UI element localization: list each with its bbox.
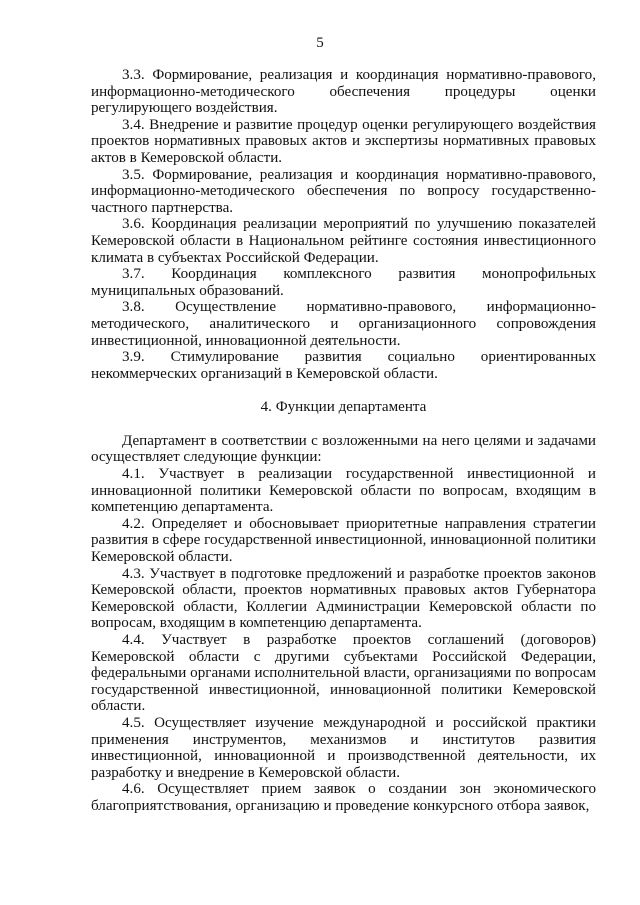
- paragraph-4-2: 4.2. Определяет и обосновывает приоритетные направления стратегии развития в сфере государственной инвестиционной, инновационной политики Кемеровской области.: [91, 515, 596, 566]
- paragraph-3-8: 3.8. Осуществление нормативно-правового, информационно-методического, аналитического и организационного сопровождения инвестиционной, инновационной деятельности.: [91, 299, 596, 349]
- paragraph-3-4: 3.4. Внедрение и развитие процедур оценки регулирующего воздействия проектов нормативных правовых актов и экспертизы нормативных правовых актов в Кемеровской области.: [91, 116, 596, 166]
- paragraph-4-1: 4.1. Участвует в реализации государственной инвестиционной и инновационной политики Кемеровской области по вопросам, входящим в компетенцию департамента.: [91, 466, 596, 516]
- paragraph-4-3: 4.3. Участвует в подготовке предложений и разработке проектов законов Кемеровской области, проектов нормативных правовых актов Губернатора Кемеровской области, Коллегии Администрации Кемеровской области по вопросам, входящим в компетенцию департамента.: [91, 565, 596, 632]
- paragraph-4-6: 4.6. Осуществляет прием заявок о создании зон экономического благоприятствования, организацию и проведение конкурсного отбора заявок,: [91, 781, 596, 814]
- paragraph-3-5: 3.5. Формирование, реализация и координация нормативно-правового, информационно-методического обеспечения по вопросу государственно-частного партнерства.: [91, 166, 596, 216]
- paragraph-4-4: 4.4. Участвует в разработке проектов соглашений (договоров) Кемеровской области с другими субъектами Российской Федерации, федеральными органами исполнительной власти, организациями по вопросам государственной инвестиционной, инновационной политики Кемеровской области.: [91, 632, 596, 715]
- section-heading: 4. Функции департамента: [260, 399, 427, 416]
- paragraph-3-9: 3.9. Стимулирование развития социально ориентированных некоммерческих организаций в Кемеровской области.: [91, 349, 596, 382]
- document-body: [91, 67, 596, 815]
- page-number: 5: [316, 35, 324, 51]
- paragraph-4-5: 4.5. Осуществляет изучение международной и российской практики применения инструментов, механизмов и институтов развития инвестиционной, инновационной и производственной деятельности, их разработку и внедрение в Кемеровской области.: [91, 714, 596, 781]
- paragraph-intro: Департамент в соответствии с возложенными на него целями и задачами осуществляет следующие функции:: [91, 432, 596, 466]
- paragraph-3-6: 3.6. Координация реализации мероприятий по улучшению показателей Кемеровской области в Национальном рейтинге состояния инвестиционного климата в субъектах Российской Федерации.: [91, 216, 596, 266]
- paragraph-3-7: 3.7. Координация комплексного развития монопрофильных муниципальных образований.: [91, 266, 596, 299]
- paragraph-3-3: 3.3. Формирование, реализация и координация нормативно-правового, информационно-методического обеспечения процедуры оценки регулирующего воздействия.: [91, 67, 596, 117]
